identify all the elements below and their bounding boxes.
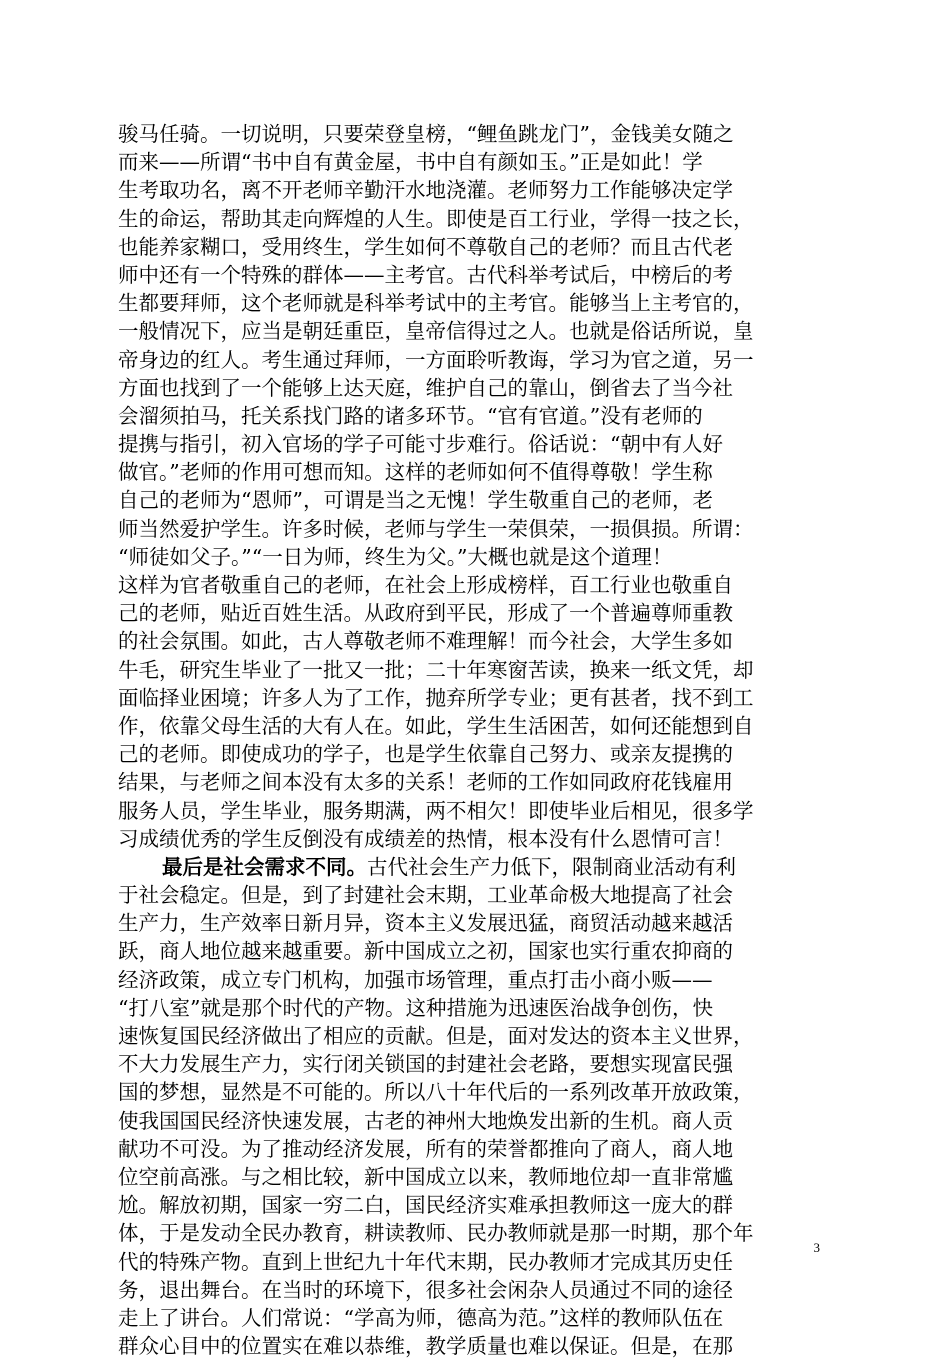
text-line: 己的老师。即使成功的学子，也是学生依靠自己努力、或亲友提携的 <box>118 742 733 767</box>
text-line: 使我国国民经济快速发展，古老的神州大地焕发出新的生机。商人贡 <box>118 1108 733 1133</box>
paragraph-2-heading: 最后是社会需求不同。 <box>162 854 367 879</box>
text-line: 作，依靠父母生活的大有人在。如此，学生生活困苦，如何还能想到自 <box>118 713 754 738</box>
text-line: “师徒如父子。”“一日为师，终生为父。”大概也就是这个道理！ <box>118 544 673 569</box>
text-line: 速恢复国民经济做出了相应的贡献。但是，面对发达的资本主义世界， <box>118 1024 754 1048</box>
text-line: 习成绩优秀的学生反倒没有成绩差的热情，根本没有什么恩情可言！ <box>118 826 733 851</box>
text-line: 牛毛，研究生毕业了一批又一批；二十年寒窗苦读，换来一纸文凭，却 <box>118 657 754 682</box>
text-line: 生产力，生产效率日新月异，资本主义发展迅猛，商贸活动越来越活 <box>118 911 733 936</box>
text-line: 一般情况下，应当是朝廷重臣，皇帝信得过之人。也就是俗话所说，皇 <box>118 319 754 344</box>
body-text <box>118 120 818 1360</box>
paragraph-2-first-line <box>118 853 818 881</box>
text-line: 帝身边的红人。考生通过拜师，一方面聆听教诲，学习为官之道，另一 <box>118 347 754 372</box>
text-line: 生考取功名，离不开老师辛勤汗水地浇灌。老师努力工作能够决定学 <box>118 178 733 203</box>
paragraph-2-first-line-text: 古代社会生产力低下，限制商业活动有利 <box>367 854 736 879</box>
text-line: 的社会氛围。如此，古人尊敬老师不难理解！而今社会，大学生多如 <box>118 629 733 654</box>
text-line: 生的命运，帮助其走向辉煌的人生。即使是百工行业，学得一技之长， <box>118 206 754 231</box>
text-line: 走上了讲台。人们常说：“学高为师，德高为范。”这样的教师队伍在 <box>118 1305 724 1330</box>
text-line: 群众心目中的位置实在难以恭维，教学质量也难以保证。但是，在那 <box>118 1334 733 1359</box>
text-line: 代的特殊产物。直到上世纪九十年代末期，民办教师才完成其历史任 <box>118 1249 733 1274</box>
text-line: 而来——所谓“书中自有黄金屋，书中自有颜如玉。”正是如此！学 <box>118 150 703 175</box>
text-line: 骏马任骑。一切说明，只要荣登皇榜，“鲤鱼跳龙门”，金钱美女随之 <box>118 122 734 146</box>
text-line: “打八室”就是那个时代的产物。这种措施为迅速医治战争创伤，快 <box>118 995 713 1020</box>
text-line: 也能养家糊口，受用终生，学生如何不尊敬自己的老师？而且古代老 <box>118 234 733 259</box>
text-line: 尬。解放初期，国家一穷二白，国民经济实难承担教师这一庞大的群 <box>118 1193 733 1218</box>
text-line: 这样为官者敬重自己的老师，在社会上形成榜样，百工行业也敬重自 <box>118 573 733 597</box>
text-line: 提携与指引，初入官场的学子可能寸步难行。俗话说：“朝中有人好 <box>118 432 723 457</box>
text-line: 位空前高涨。与之相比较，新中国成立以来，教师地位却一直非常尴 <box>118 1164 733 1189</box>
text-line: 做官。”老师的作用可想而知。这样的老师如何不值得尊敬！学生称 <box>118 460 713 485</box>
text-line: 不大力发展生产力，实行闭关锁国的封建社会老路，要想实现富民强 <box>118 1052 733 1077</box>
text-line: 于社会稳定。但是，到了封建社会末期，工业革命极大地提高了社会 <box>118 883 733 908</box>
text-line: 国的梦想，显然是不可能的。所以八十年代后的一系列改革开放政策， <box>118 1080 754 1105</box>
text-line: 跃，商人地位越来越重要。新中国成立之初，国家也实行重农抑商的 <box>118 939 733 964</box>
text-line: 务，退出舞台。在当时的环境下，很多社会闲杂人员通过不同的途径 <box>118 1277 733 1302</box>
text-line: 服务人员，学生毕业，服务期满，两不相欠！即使毕业后相见，很多学 <box>118 798 754 823</box>
text-line: 体，于是发动全民办教育，耕读教师、民办教师就是那一时期，那个年 <box>118 1221 754 1246</box>
text-line: 师中还有一个特殊的群体——主考官。古代科举考试后，中榜后的考 <box>118 262 733 287</box>
text-line: 结果，与老师之间本没有太多的关系！老师的工作如同政府花钱雇用 <box>118 770 733 795</box>
text-line: 自己的老师为“恩师”，可谓是当之无愧！学生敬重自己的老师，老 <box>118 488 713 513</box>
text-line: 方面也找到了一个能够上达天庭，维护自己的靠山，倒省去了当今社 <box>118 375 733 400</box>
text-line: 师当然爱护学生。许多时候，老师与学生一荣俱荣，一损俱损。所谓： <box>118 516 754 541</box>
page-number: 3 <box>813 1240 820 1255</box>
text-line: 面临择业困境；许多人为了工作，抛弃所学专业；更有甚者，找不到工 <box>118 685 754 710</box>
text-line: 经济政策，成立专门机构，加强市场管理，重点打击小商小贩—— <box>118 967 713 992</box>
paragraph-1 <box>118 120 818 853</box>
text-line: 会溜须拍马，托关系找门路的诸多环节。“官有官道。”没有老师的 <box>118 403 703 428</box>
paragraph-2 <box>118 853 818 1360</box>
text-line: 生都要拜师，这个老师就是科举考试中的主考官。能够当上主考官的， <box>118 291 754 316</box>
text-line: 献功不可没。为了推动经济发展，所有的荣誉都推向了商人，商人地 <box>118 1136 733 1161</box>
text-line: 己的老师，贴近百姓生活。从政府到平民，形成了一个普遍尊师重教 <box>118 601 733 626</box>
